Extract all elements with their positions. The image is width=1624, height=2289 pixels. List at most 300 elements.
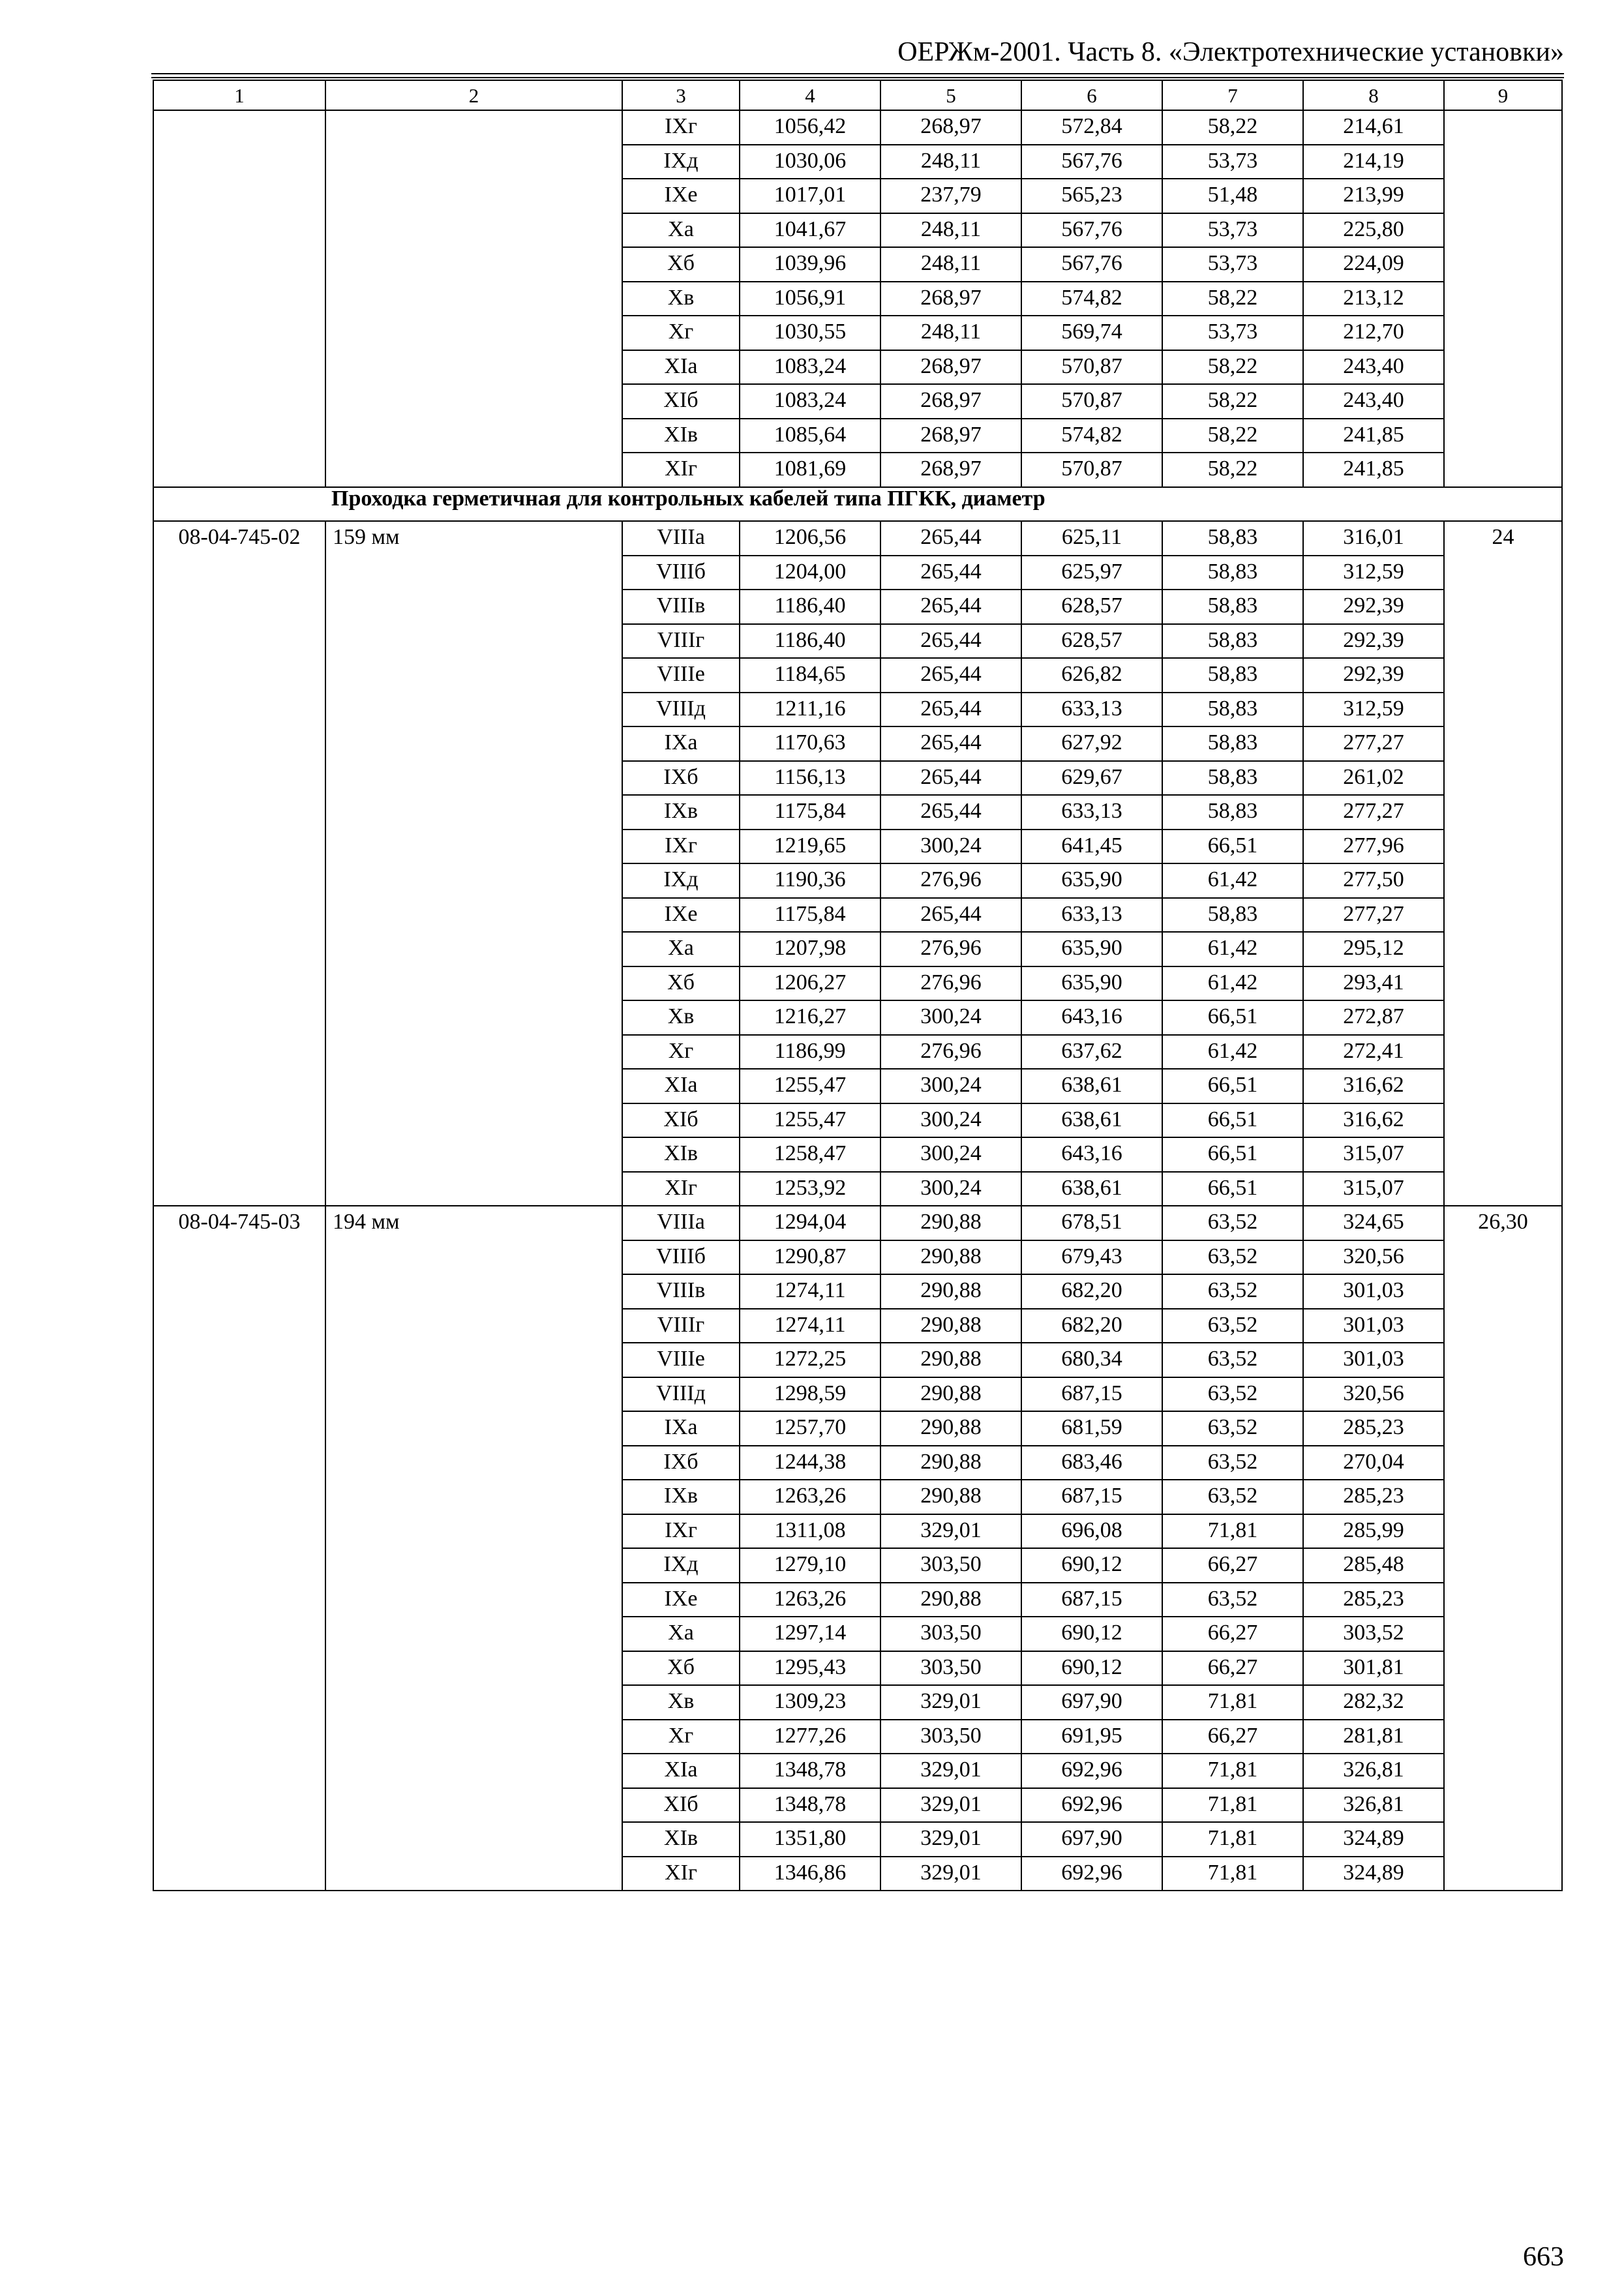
value-cell-text: 61,42	[1207, 936, 1258, 960]
value-cell	[1162, 453, 1303, 487]
value-cell-text: 637,62	[1061, 1038, 1122, 1063]
class-cell-text: VIIIг	[657, 627, 705, 652]
value-cell-text: 1175,84	[774, 799, 846, 823]
value-cell	[880, 1411, 1021, 1446]
value-cell	[1021, 1103, 1162, 1138]
value-cell	[1303, 1343, 1444, 1377]
value-cell-text: 1083,24	[774, 388, 847, 412]
value-cell	[1162, 590, 1303, 624]
value-cell-text: 1184,65	[774, 662, 846, 686]
value-cell	[1021, 1548, 1162, 1583]
value-cell-text: 1039,96	[774, 251, 847, 275]
value-cell	[1021, 1240, 1162, 1275]
value-cell	[1021, 966, 1162, 1001]
value-cell-text: 58,22	[1207, 353, 1258, 378]
value-cell-text: 292,39	[1343, 593, 1404, 618]
value-cell-text: 633,13	[1061, 901, 1122, 926]
value-cell-text: 290,88	[920, 1586, 982, 1611]
class-cell	[622, 1035, 740, 1070]
class-cell	[622, 1240, 740, 1275]
value-cell	[740, 624, 880, 659]
value-cell-text: 326,81	[1343, 1758, 1404, 1782]
value-cell-text: 276,96	[920, 867, 982, 891]
class-cell	[622, 966, 740, 1001]
value-cell-text: 1206,56	[774, 525, 847, 549]
value-cell	[880, 1069, 1021, 1103]
value-cell	[880, 521, 1021, 556]
value-cell-text: 58,83	[1207, 799, 1258, 823]
class-cell	[622, 1857, 740, 1891]
value-cell-text: 290,88	[920, 1381, 982, 1405]
value-cell-text: 270,04	[1343, 1449, 1404, 1474]
value-cell-text: 290,88	[920, 1312, 982, 1337]
value-cell	[1303, 1480, 1444, 1514]
class-cell-text: XIб	[663, 1791, 699, 1816]
value-cell-text: 63,52	[1207, 1415, 1258, 1439]
value-cell	[880, 1514, 1021, 1549]
value-cell-text: 61,42	[1207, 867, 1258, 891]
value-cell	[880, 179, 1021, 213]
value-cell	[880, 932, 1021, 966]
value-cell	[1162, 1548, 1303, 1583]
value-cell	[1162, 1274, 1303, 1309]
class-cell	[622, 1617, 740, 1651]
value-cell-text: 58,22	[1207, 422, 1258, 447]
column-number: 2	[325, 80, 622, 110]
value-cell	[1021, 1685, 1162, 1720]
value-cell-text: 320,56	[1343, 1381, 1404, 1405]
value-cell	[740, 282, 880, 316]
value-cell-text: 1274,11	[774, 1278, 846, 1302]
value-cell	[1021, 1788, 1162, 1823]
value-cell-text: 570,87	[1061, 388, 1122, 412]
value-cell-text: 643,16	[1061, 1141, 1122, 1165]
value-cell-text: 625,97	[1061, 559, 1122, 584]
value-cell-text: 643,16	[1061, 1004, 1122, 1028]
value-cell	[1021, 1411, 1162, 1446]
value-cell	[1303, 863, 1444, 898]
value-cell-text: 697,90	[1061, 1689, 1122, 1713]
value-cell-text: 300,24	[920, 1141, 982, 1165]
value-cell	[1021, 350, 1162, 385]
value-cell-text: 1294,04	[774, 1210, 847, 1234]
value-cell-text: 265,44	[920, 559, 982, 584]
value-cell-text: 1186,40	[774, 593, 846, 618]
value-cell-text: 574,82	[1061, 285, 1122, 310]
name-cell	[325, 1206, 622, 1891]
class-cell	[622, 1411, 740, 1446]
class-cell-text: IXд	[663, 1552, 699, 1576]
value-cell	[880, 1754, 1021, 1788]
value-cell-text: 315,07	[1343, 1175, 1404, 1200]
value-cell	[740, 1583, 880, 1617]
value-cell	[1303, 658, 1444, 693]
value-cell	[1303, 898, 1444, 933]
value-cell	[880, 1000, 1021, 1035]
value-cell	[1162, 1617, 1303, 1651]
value-cell-text: 268,97	[920, 456, 982, 481]
value-cell-text: 53,73	[1207, 320, 1258, 344]
value-cell	[880, 350, 1021, 385]
value-cell-text: 1081,69	[774, 456, 847, 481]
class-cell	[622, 1377, 740, 1412]
value-cell	[1162, 1343, 1303, 1377]
value-cell	[1303, 1103, 1444, 1138]
value-cell-text: 1207,98	[774, 936, 847, 960]
value-cell-text: 572,84	[1061, 114, 1122, 138]
value-cell	[1162, 898, 1303, 933]
value-cell	[1303, 1788, 1444, 1823]
class-cell	[622, 1788, 740, 1823]
class-cell	[622, 316, 740, 350]
value-cell	[740, 863, 880, 898]
value-cell-text: 277,27	[1343, 799, 1404, 823]
class-cell-text: VIIIб	[656, 1244, 706, 1268]
value-cell	[740, 1274, 880, 1309]
value-cell	[880, 1446, 1021, 1480]
value-cell	[1021, 1069, 1162, 1103]
value-cell-text: 697,90	[1061, 1826, 1122, 1850]
class-cell-text: VIIIв	[656, 593, 706, 618]
value-cell-text: 66,27	[1207, 1621, 1258, 1645]
value-cell-text: 285,48	[1343, 1552, 1404, 1576]
note-cell	[1444, 110, 1562, 487]
value-cell-text: 641,45	[1061, 833, 1122, 858]
value-cell-text: 1255,47	[774, 1107, 847, 1131]
value-cell-text: 1219,65	[774, 833, 847, 858]
value-cell-text: 1186,40	[774, 627, 846, 652]
value-cell	[1162, 179, 1303, 213]
value-cell-text: 1030,06	[774, 148, 847, 173]
value-cell-text: 300,24	[920, 833, 982, 858]
value-cell-text: 625,11	[1061, 525, 1122, 549]
column-number: 9	[1444, 80, 1562, 110]
section-title: Проходка герметичная для контрольных кабелей типа ПГКК, диаметр	[153, 487, 1562, 522]
value-cell	[740, 658, 880, 693]
value-cell	[1303, 1035, 1444, 1070]
value-cell	[1303, 932, 1444, 966]
value-cell	[1303, 624, 1444, 659]
value-cell	[1303, 1651, 1444, 1686]
value-cell-text: 268,97	[920, 422, 982, 447]
value-cell	[880, 1857, 1021, 1891]
value-cell	[880, 693, 1021, 727]
value-cell-text: 66,51	[1207, 1073, 1258, 1097]
class-cell-text: XIв	[664, 1826, 698, 1850]
value-cell	[1021, 1720, 1162, 1754]
value-cell-text: 58,83	[1207, 730, 1258, 755]
value-cell-text: 1309,23	[774, 1689, 847, 1713]
value-cell-text: 268,97	[920, 353, 982, 378]
class-cell-text: XIа	[664, 353, 698, 378]
value-cell-text: 290,88	[920, 1244, 982, 1268]
value-cell	[880, 110, 1021, 145]
class-cell-text: IXе	[664, 183, 698, 207]
value-cell-text: 324,89	[1343, 1826, 1404, 1850]
value-cell-text: 1297,14	[774, 1621, 847, 1645]
class-cell-text: XIг	[665, 456, 697, 481]
value-cell	[1021, 1206, 1162, 1240]
value-cell-text: 567,76	[1061, 148, 1122, 173]
class-cell-text: VIIIа	[657, 1210, 705, 1234]
value-cell	[740, 1069, 880, 1103]
value-cell-text: 303,50	[920, 1654, 982, 1679]
value-cell	[1303, 1617, 1444, 1651]
value-cell	[880, 145, 1021, 179]
value-cell-text: 58,22	[1207, 388, 1258, 412]
class-cell	[622, 898, 740, 933]
value-cell-text: 638,61	[1061, 1073, 1122, 1097]
value-cell	[1021, 863, 1162, 898]
value-cell	[880, 1206, 1021, 1240]
value-cell	[740, 726, 880, 761]
code-cell-text: 08-04-745-03	[178, 1210, 301, 1234]
page-number: 663	[1523, 2242, 1564, 2272]
value-cell-text: 58,22	[1207, 456, 1258, 481]
class-cell	[622, 1069, 740, 1103]
value-cell-text: 1279,10	[774, 1552, 847, 1576]
value-cell-text: 324,89	[1343, 1860, 1404, 1885]
value-cell	[1021, 1514, 1162, 1549]
value-cell-text: 1156,13	[774, 764, 846, 789]
value-cell	[740, 521, 880, 556]
value-cell-text: 1348,78	[774, 1758, 847, 1782]
value-cell	[1021, 1274, 1162, 1309]
value-cell	[1021, 658, 1162, 693]
value-cell-text: 292,39	[1343, 627, 1404, 652]
value-cell	[1303, 384, 1444, 419]
value-cell-text: 290,88	[920, 1449, 982, 1474]
value-cell-text: 63,52	[1207, 1484, 1258, 1508]
value-cell	[1162, 658, 1303, 693]
class-cell	[622, 1754, 740, 1788]
note-cell-text: 24	[1492, 525, 1514, 549]
value-cell-text: 1186,99	[774, 1038, 846, 1063]
value-cell-text: 1030,55	[774, 320, 847, 344]
value-cell-text: 1272,25	[774, 1347, 847, 1371]
class-cell-text: VIIIе	[657, 1347, 705, 1371]
value-cell	[740, 179, 880, 213]
class-cell-text: VIIIд	[656, 1381, 706, 1405]
class-cell-text: VIIIе	[657, 662, 705, 686]
code-cell	[153, 110, 325, 487]
value-cell-text: 1346,86	[774, 1860, 847, 1885]
value-cell	[740, 1548, 880, 1583]
value-cell-text: 63,52	[1207, 1244, 1258, 1268]
value-cell-text: 265,44	[920, 525, 982, 549]
class-cell	[622, 282, 740, 316]
value-cell-text: 282,32	[1343, 1689, 1404, 1713]
value-cell	[1021, 384, 1162, 419]
class-cell-text: VIIIб	[656, 559, 706, 584]
column-number: 7	[1162, 80, 1303, 110]
value-cell-text: 1351,80	[774, 1826, 847, 1850]
value-cell-text: 679,43	[1061, 1244, 1122, 1268]
value-cell-text: 248,11	[920, 320, 982, 344]
value-cell-text: 58,83	[1207, 662, 1258, 686]
value-cell-text: 277,96	[1343, 833, 1404, 858]
value-cell	[1021, 624, 1162, 659]
value-cell-text: 692,96	[1061, 1791, 1122, 1816]
page-header-title: ОЕРЖм-2001. Часть 8. «Электротехнические установки»	[897, 37, 1564, 67]
value-cell	[1021, 1309, 1162, 1343]
class-cell-text: Xа	[668, 217, 694, 241]
class-cell-text: IXд	[663, 867, 699, 891]
value-cell-text: 1083,24	[774, 353, 847, 378]
rates-table	[153, 80, 1563, 1891]
value-cell-text: 265,44	[920, 662, 982, 686]
class-cell-text: IXа	[664, 1415, 698, 1439]
value-cell	[1162, 282, 1303, 316]
class-cell	[622, 1720, 740, 1754]
value-cell-text: 315,07	[1343, 1141, 1404, 1165]
class-cell	[622, 145, 740, 179]
value-cell	[1162, 795, 1303, 830]
value-cell	[1021, 1857, 1162, 1891]
value-cell	[880, 1172, 1021, 1206]
code-cell	[153, 521, 325, 1206]
value-cell	[740, 830, 880, 864]
value-cell	[880, 863, 1021, 898]
value-cell	[1162, 830, 1303, 864]
value-cell	[880, 316, 1021, 350]
value-cell-text: 683,46	[1061, 1449, 1122, 1474]
value-cell-text: 690,12	[1061, 1552, 1122, 1576]
value-cell-text: 329,01	[920, 1826, 982, 1850]
value-cell-text: 628,57	[1061, 593, 1122, 618]
class-cell	[622, 932, 740, 966]
code-cell-text: 08-04-745-02	[178, 525, 301, 549]
value-cell	[1162, 693, 1303, 727]
value-cell-text: 61,42	[1207, 1038, 1258, 1063]
value-cell-text: 301,81	[1343, 1654, 1404, 1679]
value-cell-text: 316,62	[1343, 1073, 1404, 1097]
value-cell-text: 71,81	[1207, 1791, 1258, 1816]
value-cell-text: 58,83	[1207, 901, 1258, 926]
value-cell-text: 285,99	[1343, 1518, 1404, 1542]
value-cell-text: 574,82	[1061, 422, 1122, 447]
value-cell	[1303, 179, 1444, 213]
class-cell	[622, 1651, 740, 1686]
value-cell	[1162, 556, 1303, 590]
value-cell	[740, 795, 880, 830]
header-rule	[151, 73, 1564, 78]
value-cell-text: 687,15	[1061, 1586, 1122, 1611]
value-cell	[1303, 1309, 1444, 1343]
value-cell	[880, 795, 1021, 830]
value-cell-text: 626,82	[1061, 662, 1122, 686]
value-cell-text: 272,87	[1343, 1004, 1404, 1028]
value-cell-text: 629,67	[1061, 764, 1122, 789]
value-cell-text: 680,34	[1061, 1347, 1122, 1371]
value-cell	[880, 1103, 1021, 1138]
value-cell-text: 248,11	[920, 148, 982, 173]
value-cell-text: 1204,00	[774, 559, 847, 584]
class-cell	[622, 1446, 740, 1480]
value-cell-text: 265,44	[920, 627, 982, 652]
value-cell-text: 214,19	[1343, 148, 1404, 173]
value-cell	[1303, 761, 1444, 796]
value-cell-text: 53,73	[1207, 148, 1258, 173]
value-cell	[880, 1343, 1021, 1377]
value-cell	[1021, 1822, 1162, 1857]
value-cell-text: 276,96	[920, 1038, 982, 1063]
value-cell	[880, 556, 1021, 590]
value-cell	[1303, 966, 1444, 1001]
value-cell	[1162, 213, 1303, 248]
value-cell	[1162, 247, 1303, 282]
value-cell	[1303, 1548, 1444, 1583]
value-cell-text: 301,03	[1343, 1312, 1404, 1337]
value-cell-text: 633,13	[1061, 696, 1122, 721]
value-cell-text: 627,92	[1061, 730, 1122, 755]
value-cell-text: 1017,01	[774, 183, 847, 207]
value-cell	[1303, 145, 1444, 179]
value-cell-text: 66,27	[1207, 1654, 1258, 1679]
value-cell	[740, 247, 880, 282]
value-cell-text: 241,85	[1343, 456, 1404, 481]
class-cell	[622, 761, 740, 796]
value-cell	[1021, 419, 1162, 453]
name-cell	[325, 110, 622, 487]
value-cell	[740, 898, 880, 933]
value-cell	[1162, 1583, 1303, 1617]
value-cell	[880, 830, 1021, 864]
value-cell-text: 316,62	[1343, 1107, 1404, 1131]
value-cell-text: 1190,36	[774, 867, 846, 891]
value-cell	[1162, 761, 1303, 796]
value-cell	[740, 1446, 880, 1480]
value-cell-text: 277,27	[1343, 901, 1404, 926]
value-cell-text: 261,02	[1343, 764, 1404, 789]
value-cell-text: 213,12	[1343, 285, 1404, 310]
value-cell-text: 1175,84	[774, 901, 846, 926]
value-cell	[1162, 1000, 1303, 1035]
class-cell	[622, 1103, 740, 1138]
class-cell	[622, 419, 740, 453]
value-cell-text: 58,83	[1207, 764, 1258, 789]
value-cell	[1162, 316, 1303, 350]
value-cell	[1303, 419, 1444, 453]
value-cell	[1021, 1172, 1162, 1206]
value-cell	[880, 1788, 1021, 1823]
value-cell-text: 329,01	[920, 1791, 982, 1816]
value-cell	[1303, 830, 1444, 864]
class-cell-text: XIб	[663, 388, 699, 412]
value-cell	[1021, 1583, 1162, 1617]
class-cell-text: IXд	[663, 148, 699, 173]
value-cell	[740, 1480, 880, 1514]
value-cell-text: 565,23	[1061, 183, 1122, 207]
value-cell	[740, 590, 880, 624]
value-cell-text: 569,74	[1061, 320, 1122, 344]
value-cell-text: 58,22	[1207, 285, 1258, 310]
value-cell-text: 265,44	[920, 696, 982, 721]
class-cell-text: XIв	[664, 422, 698, 447]
value-cell	[880, 966, 1021, 1001]
class-cell-text: IXв	[664, 799, 698, 823]
value-cell	[880, 624, 1021, 659]
value-cell-text: 329,01	[920, 1860, 982, 1885]
class-cell	[622, 521, 740, 556]
class-cell	[622, 693, 740, 727]
value-cell-text: 58,83	[1207, 696, 1258, 721]
class-cell-text: IXа	[664, 730, 698, 755]
value-cell	[1021, 521, 1162, 556]
value-cell-text: 1298,59	[774, 1381, 847, 1405]
class-cell	[622, 213, 740, 248]
class-cell-text: IXб	[663, 1449, 699, 1474]
